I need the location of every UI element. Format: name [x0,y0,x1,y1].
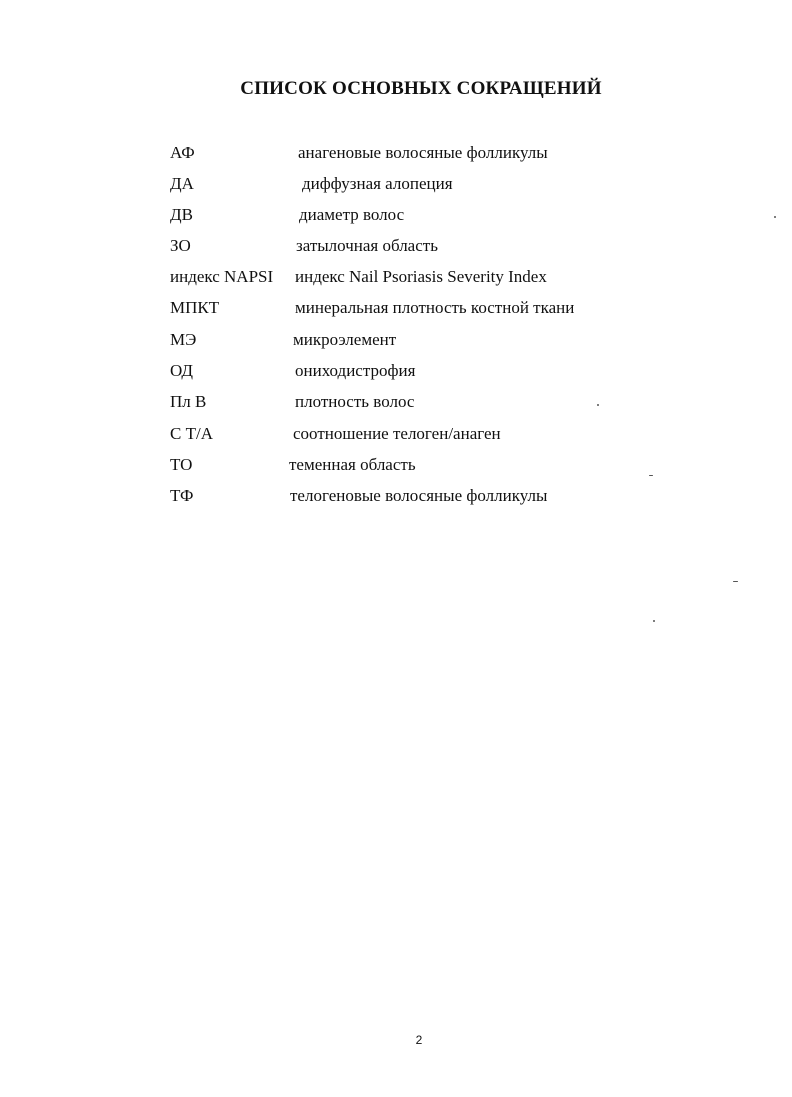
page-number: 2 [415,1033,423,1047]
abbreviation-term: С Т/А [170,424,213,443]
abbreviation-term: ЗО [170,236,191,255]
page-title: СПИСОК ОСНОВНЫХ СОКРАЩЕНИЙ [240,78,602,99]
abbreviation-definition: телогеновые волосяные фолликулы [290,486,548,505]
scan-speck [653,620,655,622]
abbreviation-definition: индекс Nail Psoriasis Severity Index [295,267,547,286]
abbreviation-term: АФ [170,143,195,162]
scan-speck [733,581,738,582]
abbreviation-definition: теменная область [289,455,416,474]
scan-speck [649,475,653,476]
abbreviation-definition: ониходистрофия [295,361,416,380]
abbreviation-definition: затылочная область [296,236,438,255]
scan-speck [774,216,776,218]
abbreviation-term: индекс NAPSI [170,267,274,286]
abbreviation-definition: диаметр волос [299,205,405,224]
abbreviation-term: ДА [170,174,194,193]
abbreviation-definition: минеральная плотность костной ткани [295,298,575,317]
abbreviation-term: ОД [170,361,194,380]
abbreviation-definition: плотность волос [295,392,415,411]
abbreviation-definition: анагеновые волосяные фолликулы [298,143,548,162]
scan-speck [597,404,599,406]
abbreviation-term: ДВ [170,205,193,224]
abbreviation-term: ТФ [170,486,194,505]
abbreviation-definition: диффузная алопеция [302,174,453,193]
abbreviation-definition: соотношение телоген/анаген [293,424,501,443]
abbreviation-term: Пл В [170,392,207,411]
abbreviation-term: ТО [170,455,193,474]
abbreviation-term: МЭ [170,330,197,349]
abbreviation-term: МПКТ [170,298,220,317]
abbreviation-definition: микроэлемент [293,330,397,349]
